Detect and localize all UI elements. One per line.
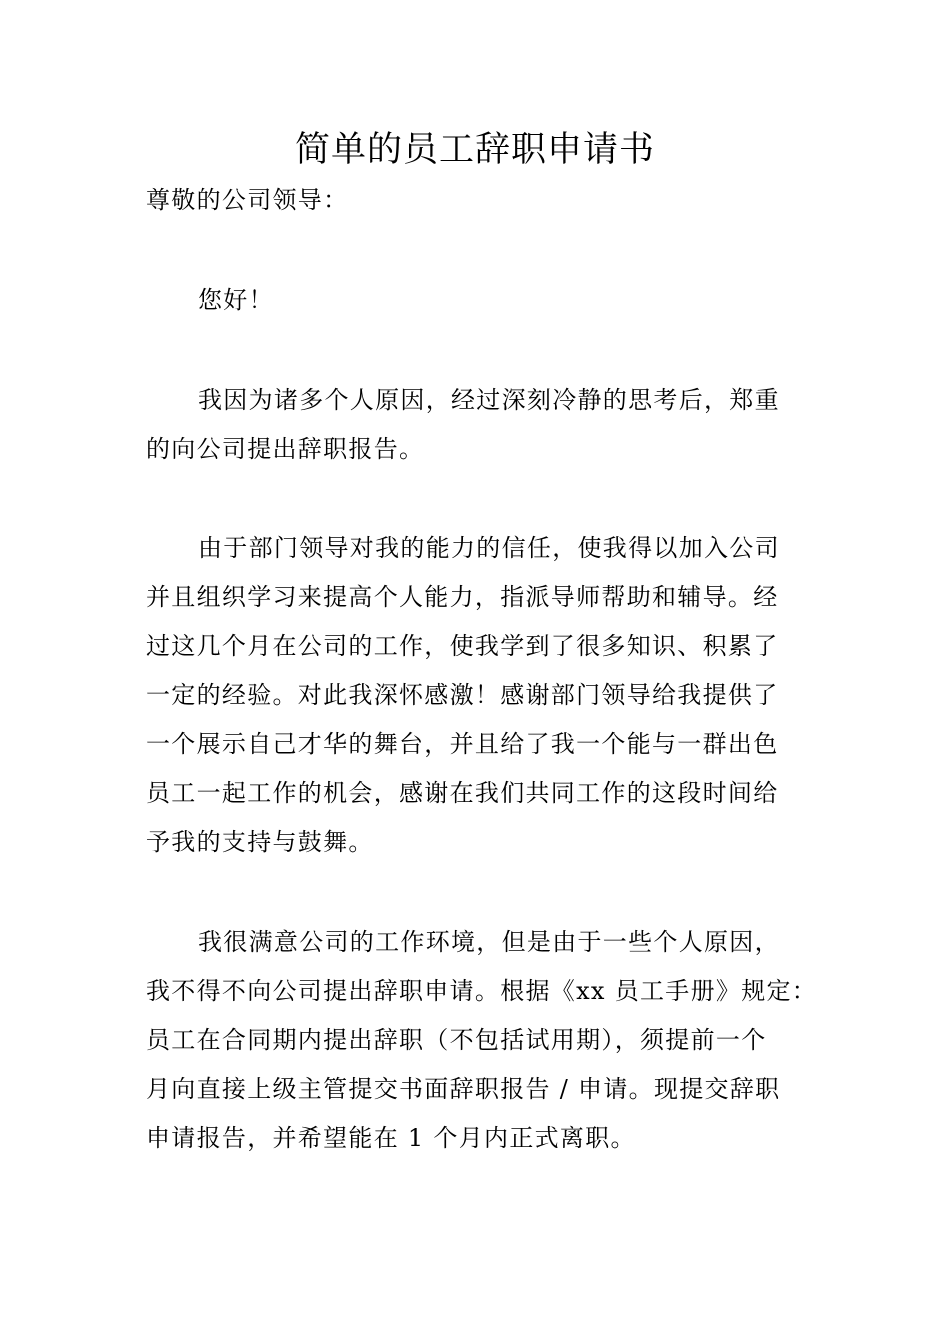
gratitude-paragraph — [146, 524, 814, 867]
paragraph-line: 我因为诸多个人原因，经过深刻冷静的思考后，郑重 — [198, 386, 780, 414]
paragraph-line: 您好！ — [198, 286, 274, 314]
document-title: 简单的员工辞职申请书 — [294, 130, 655, 170]
resignation-request-paragraph — [146, 918, 818, 1163]
paragraph-line: 一定的经验。对此我深怀感激！感谢部门领导给我提供了 — [146, 681, 779, 709]
paragraph-line: 我不得不向公司提出辞职申请。根据《xx 员工手册》规定： — [146, 977, 818, 1005]
greeting-paragraph — [146, 276, 814, 325]
salutation: 尊敬的公司领导： — [146, 186, 349, 214]
paragraph-line: 由于部门领导对我的能力的信任，使我得以加入公司 — [198, 534, 780, 562]
paragraph-line: 月向直接上级主管提交书面辞职报告 / 申请。现提交辞职 — [146, 1075, 781, 1103]
paragraph-line: 一个展示自己才华的舞台，并且给了我一个能与一群出色 — [146, 730, 779, 758]
paragraph-line: 的向公司提出辞职报告。 — [146, 435, 425, 463]
paragraph-line: 过这几个月在公司的工作，使我学到了很多知识、积累了 — [146, 632, 779, 660]
paragraph-line: 并且组织学习来提高个人能力，指派导师帮助和辅导。经 — [146, 583, 779, 611]
reason-paragraph — [146, 376, 814, 474]
paragraph-line: 申请报告，并希望能在 1 个月内正式离职。 — [146, 1124, 636, 1152]
paragraph-line: 员工一起工作的机会，感谢在我们共同工作的这段时间给 — [146, 779, 779, 807]
paragraph-line: 予我的支持与鼓舞。 — [146, 828, 374, 856]
paragraph-line: 我很满意公司的工作环境，但是由于一些个人原因， — [198, 928, 780, 956]
paragraph-line: 员工在合同期内提出辞职（不包括试用期），须提前一个 — [146, 1026, 767, 1054]
